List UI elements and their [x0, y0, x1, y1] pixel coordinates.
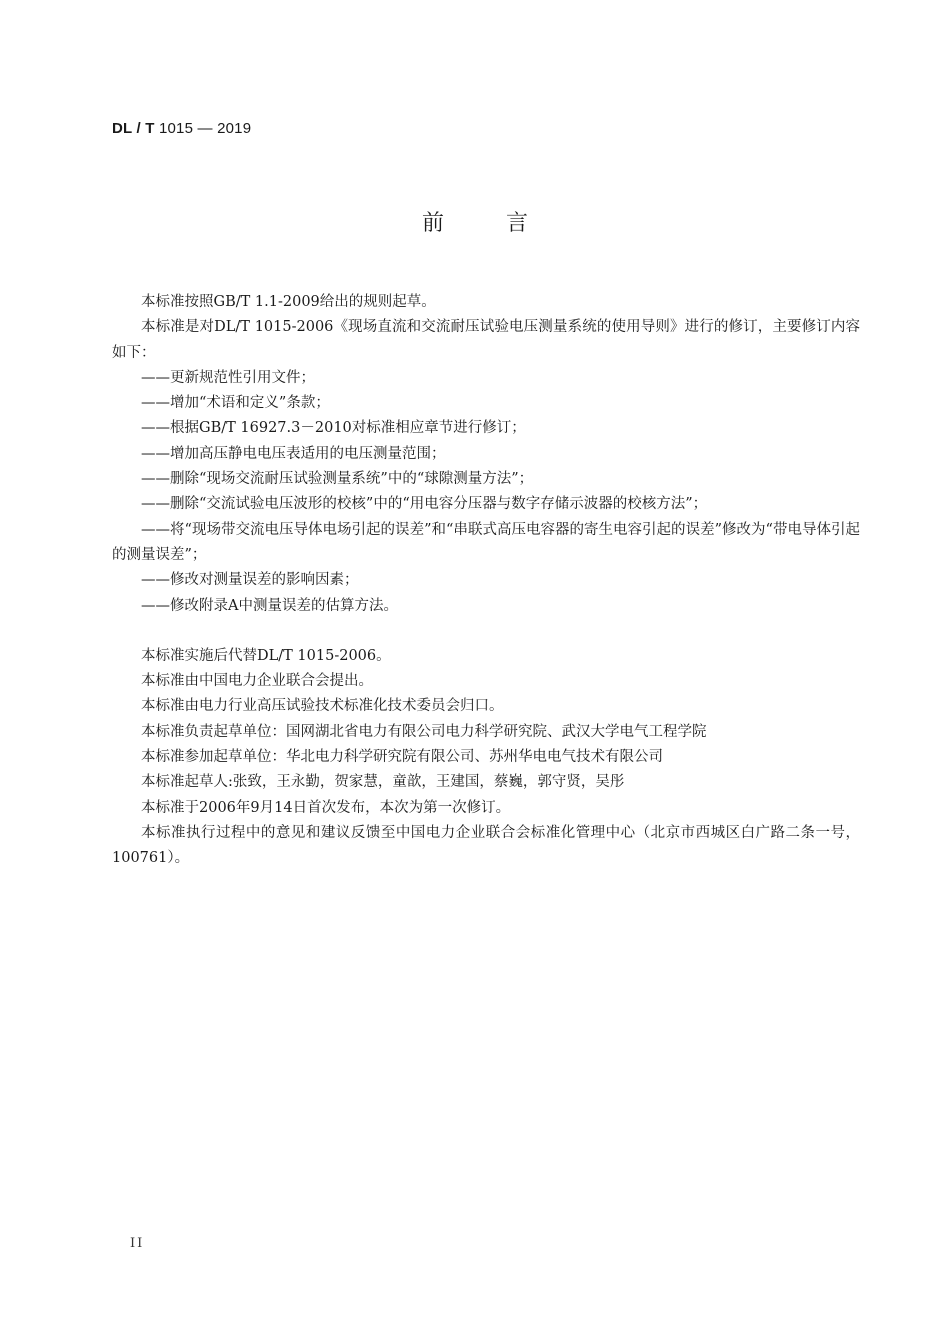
page-number: II: [130, 1236, 145, 1251]
foreword-body: [112, 290, 860, 872]
list-item: ——增加高压静电电压表适用的电压测量范围；: [141, 445, 446, 462]
list-item: ——将“现场带交流电压导体电场引起的误差”和“串联式高压电容器的寄生电容引起的误差”修改为“带电导体引起的测量误差”；: [112, 521, 860, 563]
paragraph-participating-drafters: 本标准参加起草单位：华北电力科学研究院有限公司、苏州华电电气技术有限公司: [141, 749, 663, 766]
document-code-number: 1015 — 2019: [154, 120, 252, 137]
paragraph-first-release: 本标准于2006年9月14日首次发布，本次为第一次修订。: [141, 799, 511, 816]
list-item: ——修改对测量误差的影响因素；: [141, 572, 359, 589]
spacer: [112, 619, 860, 644]
paragraph-feedback: 本标准执行过程中的意见和建议反馈至中国电力企业联合会标准化管理中心（北京市西城区白广路二条一号，100761）。: [112, 824, 860, 867]
paragraph-proposed-by: 本标准由中国电力企业联合会提出。: [141, 673, 373, 690]
list-item: ——更新规范性引用文件；: [141, 369, 315, 386]
paragraph-replaces: 本标准实施后代替DL/T 1015-2006。: [141, 647, 391, 664]
paragraph-drafters: 本标准起草人:张致，王永勤，贺家慧，童歆，王建国，蔡巍，郭守贤，吴彤: [141, 774, 625, 791]
page-title: 前言: [421, 211, 590, 236]
list-item: ——增加“术语和定义”条款；: [141, 395, 330, 412]
paragraph-revision-intro: 本标准是对DL/T 1015-2006《现场直流和交流耐压试验电压测量系统的使用导则》进行的修订，主要修订内容如下：: [112, 319, 860, 361]
paragraph-under-jurisdiction: 本标准由电力行业高压试验技术标准化技术委员会归口。: [141, 698, 504, 715]
document-code: [112, 120, 251, 137]
list-item: ——根据GB/T 16927.3－2010对标准相应章节进行修订；: [141, 420, 526, 437]
list-item: ——修改附录A中测量误差的估算方法。: [141, 597, 398, 614]
list-item: ——删除“交流试验电压波形的校核”中的“用电容分压器与数字存储示波器的校核方法”；: [141, 496, 708, 513]
list-item: ——删除“现场交流耐压试验测量系统”中的“球隙测量方法”；: [141, 471, 534, 488]
document-code-prefix: DL / T: [112, 120, 155, 137]
paragraph-drafting-rules: 本标准按照GB/T 1.1-2009给出的规则起草。: [141, 294, 436, 310]
paragraph-lead-drafters: 本标准负责起草单位：国网湖北省电力有限公司电力科学研究院、武汉大学电气工程学院: [141, 723, 707, 740]
